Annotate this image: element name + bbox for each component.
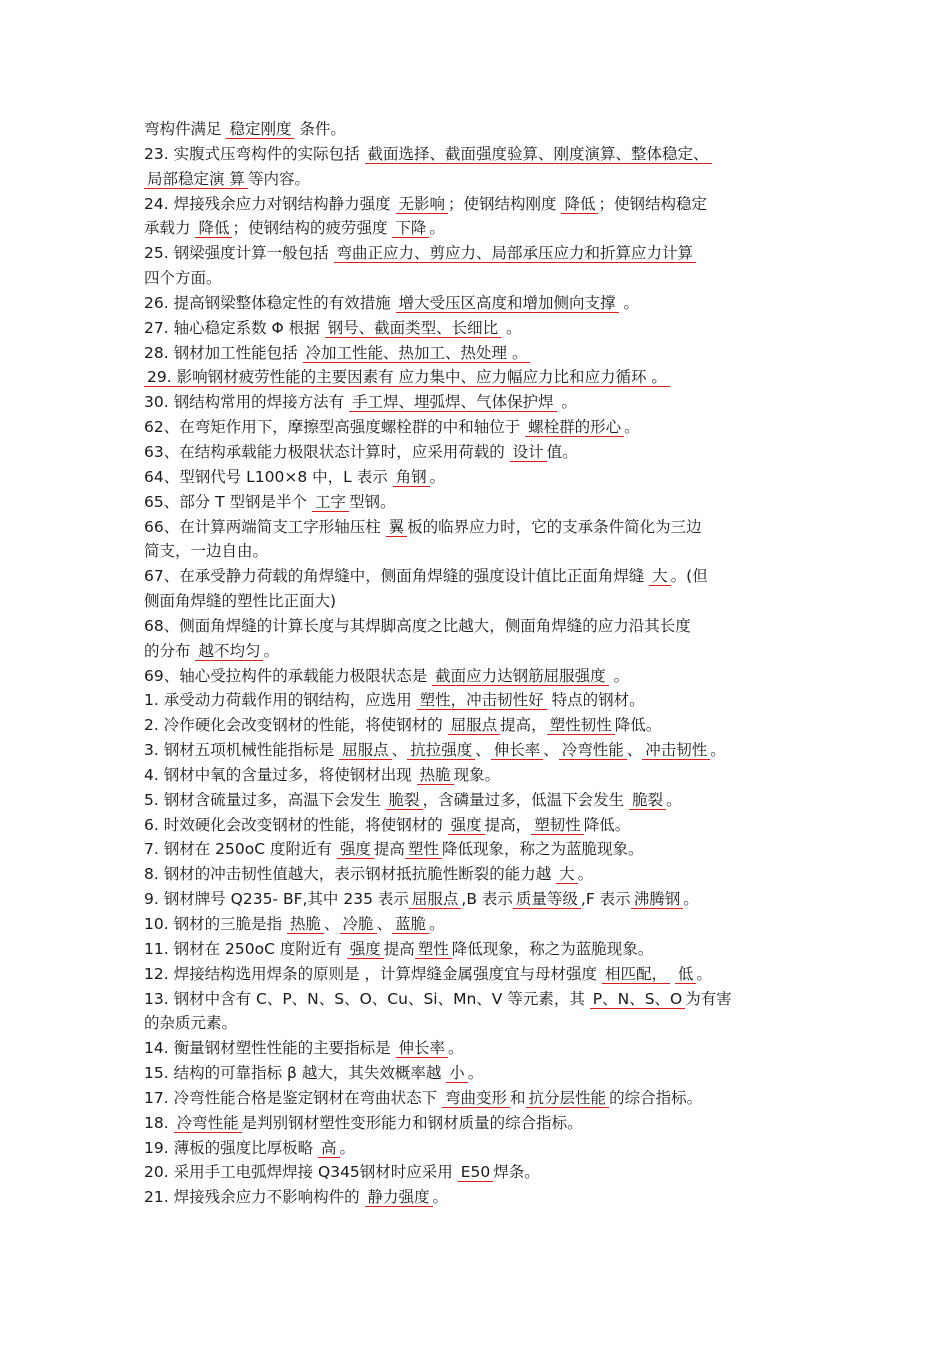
question-text: 。 xyxy=(448,1039,464,1058)
question-text: 降低。 xyxy=(583,815,631,834)
answer-text: 屈服点 xyxy=(409,890,462,909)
question-text: 提高 xyxy=(373,840,405,859)
question-text: 。 xyxy=(710,741,726,760)
question-text: 、 xyxy=(626,741,643,760)
question-line xyxy=(144,192,824,217)
question-text: 24. 焊接残余应力对钢结构静力强度 xyxy=(144,194,396,213)
question-line xyxy=(144,912,824,937)
question-text: 1. 承受动力荷载作用的钢结构，应选用 xyxy=(144,691,417,710)
answer-text: 抗分层性能 xyxy=(526,1089,610,1108)
question-text: 和 xyxy=(510,1088,526,1107)
question-text: 23. 实腹式压弯构件的实际包括 xyxy=(144,144,365,163)
question-line xyxy=(144,316,824,341)
question-text: 68、侧面角焊缝的计算长度与其焊脚高度之比越大，侧面角焊缝的应力沿其长度 xyxy=(144,616,691,635)
question-text: 64、型钢代号 L100×8 中，L 表示 xyxy=(144,467,393,486)
question-text: 的杂质元素。 xyxy=(144,1014,238,1033)
question-line xyxy=(144,1185,824,1210)
question-line xyxy=(144,987,824,1012)
question-text: 简支，一边自由。 xyxy=(144,542,269,561)
answer-text: 增大受压区高度和增加侧向支撑 xyxy=(396,294,619,313)
answer-text: 钢号、截面类型、长细比 xyxy=(325,319,502,338)
question-line xyxy=(144,862,824,887)
question-line xyxy=(144,738,824,763)
question-text: 。 xyxy=(696,964,712,983)
question-line xyxy=(144,117,824,142)
answer-text: 设计 xyxy=(510,443,547,462)
question-line xyxy=(144,1011,824,1036)
question-list xyxy=(144,117,824,1210)
question-line xyxy=(144,1061,824,1086)
answer-text: 降低 xyxy=(195,219,232,238)
question-line xyxy=(144,440,824,465)
question-text: 。 xyxy=(556,393,577,412)
question-line xyxy=(144,539,824,564)
answer-text: 冷弯性能 xyxy=(174,1114,242,1133)
question-text: 承载力 xyxy=(144,219,196,238)
question-line xyxy=(144,614,824,639)
question-line xyxy=(144,813,824,838)
question-line xyxy=(144,241,824,266)
answer-text: 截面选择、截面强度验算、刚度演算、整体稳定、 xyxy=(365,145,712,164)
question-text: 提高， xyxy=(484,815,532,834)
question-text: 14. 衡量钢材塑性性能的主要指标是 xyxy=(144,1039,396,1058)
question-line xyxy=(144,788,824,813)
question-text: 。 xyxy=(339,1138,356,1157)
question-text: 。 xyxy=(666,790,682,809)
question-text: 板的临界应力时，它的支承条件简化为三边 xyxy=(407,517,702,536)
question-line xyxy=(144,763,824,788)
question-text: 现象。 xyxy=(453,765,501,784)
question-text: 。 xyxy=(618,293,639,312)
question-text: 9. 钢材牌号 Q235- BF,其中 235 表示 xyxy=(144,890,409,909)
question-text: 型钢。 xyxy=(349,492,396,511)
answer-text: 冷加工性能、热加工、热处理 。 xyxy=(303,344,531,363)
question-text: 67、在承受静力荷载的角焊缝中，侧面角焊缝的强度设计值比正面角焊缝 xyxy=(144,567,650,586)
question-text: 降低。 xyxy=(614,716,662,735)
answer-text: P、N、S、O xyxy=(590,990,685,1009)
question-line xyxy=(144,962,824,987)
question-text: 。 xyxy=(467,1064,484,1083)
question-text: 值。 xyxy=(546,442,578,461)
question-text: 26. 提高钢梁整体稳定性的有效措施 xyxy=(144,293,396,312)
answer-text: 质量等级 xyxy=(513,890,581,909)
question-text: 。(但 xyxy=(670,567,708,586)
question-line xyxy=(144,937,824,962)
question-text: ,B 表示 xyxy=(461,890,513,909)
question-text: 等内容。 xyxy=(247,169,310,188)
answer-text: 稳定刚度 xyxy=(226,120,294,139)
answer-text: E50 xyxy=(458,1163,494,1182)
question-line xyxy=(144,167,824,192)
answer-text: 弯曲变形 xyxy=(442,1089,510,1108)
answer-text: 截面应力达钢筋屈服强度 xyxy=(432,667,609,686)
answer-text: 屈服点 xyxy=(339,741,392,760)
answer-text: 塑性 xyxy=(405,840,442,859)
answer-text: 强度 xyxy=(347,940,384,959)
answer-text: 无影响 xyxy=(396,195,449,214)
question-text: ；使钢结构的疲劳强度 xyxy=(232,219,393,238)
question-text: 。 xyxy=(432,1188,449,1207)
answer-text: 沸腾钢 xyxy=(631,890,684,909)
question-text: 提高， xyxy=(500,716,547,735)
question-text: 28. 钢材加工性能包括 xyxy=(144,343,303,362)
question-text: 11. 钢材在 250oC 度附近有 xyxy=(144,939,347,958)
answer-text: 下降 xyxy=(392,219,429,238)
question-text: 25. 钢梁强度计算一般包括 xyxy=(144,244,334,263)
question-line xyxy=(144,390,824,415)
answer-text: 伸长率 xyxy=(491,741,544,760)
answer-text: 冷脆 xyxy=(340,915,377,934)
question-text: 4. 钢材中氧的含量过多，将使钢材出现 xyxy=(144,765,417,784)
answer-text: 小 xyxy=(446,1064,468,1083)
question-text: 条件。 xyxy=(294,120,346,138)
answer-text: 越不均匀 xyxy=(195,642,263,661)
answer-text: 局部稳定演 算 xyxy=(144,170,248,189)
question-line xyxy=(144,589,824,614)
question-text: 6. 时效硬化会改变钢材的性能，将使钢材的 xyxy=(144,815,448,834)
question-text: 66、在计算两端简支工字形轴压柱 xyxy=(144,517,386,536)
question-text: 、 xyxy=(391,741,408,760)
question-text: 是判别钢材塑性变形能力和钢材质量的综合指标。 xyxy=(241,1113,583,1132)
question-text: 10. 钢材的三脆是指 xyxy=(144,915,288,933)
question-text: ，含磷量过多，低温下会发生 xyxy=(422,790,630,809)
question-text: 65、部分 T 型钢是半个 xyxy=(144,492,312,511)
question-text: 侧面角焊缝的塑性比正面大) xyxy=(144,592,337,611)
answer-text: 高 xyxy=(318,1139,340,1158)
question-line xyxy=(144,291,824,316)
question-text: ,F 表示 xyxy=(580,890,631,909)
answer-text: 蓝脆 xyxy=(392,915,429,934)
question-text: 21. 焊接残余应力不影响构件的 xyxy=(144,1188,365,1207)
question-line xyxy=(144,365,824,390)
question-line xyxy=(144,1160,824,1185)
question-text: 的综合指标。 xyxy=(609,1088,703,1107)
question-line xyxy=(144,639,824,664)
answer-text: 大 xyxy=(556,865,578,884)
question-line xyxy=(144,564,824,589)
question-text: 的分布 xyxy=(144,641,196,660)
question-text: 特点的钢材。 xyxy=(546,691,645,710)
answer-text: 热脆 xyxy=(417,766,454,785)
question-line xyxy=(144,688,824,713)
question-text: 为有害 xyxy=(685,989,732,1008)
question-text: 、 xyxy=(475,741,491,760)
answer-text: 冷弯性能 xyxy=(559,741,627,760)
answer-text: 脆裂 xyxy=(629,791,666,810)
question-text: 2. 冷作硬化会改变钢材的性能，将使钢材的 xyxy=(144,716,448,735)
answer-text: 塑性 xyxy=(415,940,452,959)
question-text: 17. 冷弯性能合格是鉴定钢材在弯曲状态下 xyxy=(144,1088,443,1107)
answer-text: 塑性韧性 xyxy=(547,716,615,735)
answer-text: 屈服点 xyxy=(448,716,501,735)
question-text: 27. 轴心稳定系数 Φ 根据 xyxy=(144,318,325,337)
question-text: 7. 钢材在 250oC 度附近有 xyxy=(144,840,337,859)
question-text: 13. 钢材中含有 C、P、N、S、O、Cu、Si、Mn、V 等元素，其 xyxy=(144,989,590,1008)
answer-text: 大 xyxy=(649,567,671,586)
question-text: 。 xyxy=(577,865,594,884)
answer-text: 冲击韧性 xyxy=(642,741,710,760)
question-line xyxy=(144,415,824,440)
question-line xyxy=(144,887,824,912)
question-text: 18. xyxy=(144,1113,174,1132)
answer-text: 静力强度 xyxy=(365,1188,433,1207)
question-text: 、 xyxy=(543,741,559,760)
answer-text: 伸长率 xyxy=(396,1039,449,1058)
question-text: 、 xyxy=(376,915,393,933)
question-text: 提高 xyxy=(383,939,415,958)
answer-text: 强度 xyxy=(448,816,485,835)
question-line xyxy=(144,216,824,241)
answer-text: 塑韧性 xyxy=(531,816,584,835)
question-text: 63、在结构承载能力极限状态计算时，应采用荷载的 xyxy=(144,442,510,461)
answer-text: 脆裂 xyxy=(386,791,423,810)
answer-text: 低 xyxy=(675,965,697,984)
question-line xyxy=(144,515,824,540)
question-text: 69、轴心受拉构件的承载能力极限状态是 xyxy=(144,666,433,685)
question-line xyxy=(144,1036,824,1061)
question-text: 5. 钢材含硫量过多，高温下会发生 xyxy=(144,790,386,809)
answer-text: 抗拉强度 xyxy=(407,741,475,760)
answer-text: 手工焊、埋弧焊、气体保护焊 xyxy=(349,393,557,412)
answer-text: 热脆 xyxy=(287,915,324,934)
question-line xyxy=(144,490,824,515)
question-text: 30. 钢结构常用的焊接方法有 xyxy=(144,393,350,412)
question-line xyxy=(144,465,824,490)
question-text: 8. 钢材的冲击韧性值越大，表示钢材抵抗脆性断裂的能力越 xyxy=(144,865,557,884)
question-text: 。 xyxy=(683,890,699,909)
question-text: 降低现象，称之为蓝脆现象。 xyxy=(451,939,654,958)
question-line xyxy=(144,1111,824,1136)
answer-text: 弯曲正应力、剪应力、局部承压应力和折算应力计算 xyxy=(334,244,697,263)
question-text: 焊条。 xyxy=(493,1163,540,1182)
question-line xyxy=(144,837,824,862)
question-text: 12. 焊接结构选用焊条的原则是 ，计算焊缝金属强度宜与母材强度 xyxy=(144,964,602,983)
answer-text: 翼 xyxy=(386,518,408,537)
question-text: 3. 钢材五项机械性能指标是 xyxy=(144,741,340,760)
question-text: 15. 结构的可靠指标 β 越大，其失效概率越 xyxy=(144,1064,447,1083)
question-line xyxy=(144,1136,824,1161)
answer-text: 螺栓群的形心 xyxy=(525,418,624,437)
question-text: 19. 薄板的强度比厚板略 xyxy=(144,1138,319,1157)
answer-text: 工字 xyxy=(312,493,349,512)
question-text: 。 xyxy=(429,467,446,486)
question-text: 四个方面。 xyxy=(144,269,222,288)
question-text: 20. 采用手工电弧焊焊接 Q345钢材时应采用 xyxy=(144,1163,458,1182)
question-text: 62、在弯矩作用下，摩擦型高强度螺栓群的中和轴位于 xyxy=(144,418,526,437)
question-text: 。 xyxy=(608,666,630,685)
answer-text: 角钢 xyxy=(393,468,430,487)
question-text: 降低现象，称之为蓝脆现象。 xyxy=(441,840,644,859)
answer-text: 塑性，冲击韧性好 xyxy=(417,691,547,710)
question-line xyxy=(144,664,824,689)
question-text: 。 xyxy=(263,641,279,660)
question-text: 。 xyxy=(624,418,640,437)
question-text: ；使钢结构刚度 xyxy=(448,194,562,213)
question-text: 。 xyxy=(501,318,522,337)
answer-text: 强度 xyxy=(337,840,374,859)
question-line xyxy=(144,266,824,291)
question-line xyxy=(144,341,824,366)
answer-text: 29. 影响钢材疲劳性能的主要因素有 应力集中、应力幅应力比和应力循环 。 xyxy=(144,368,670,387)
answer-text: 降低 xyxy=(561,195,598,214)
question-text: ；使钢结构稳定 xyxy=(598,194,707,213)
question-text: 、 xyxy=(324,915,340,933)
question-line xyxy=(144,713,824,738)
question-text: 。 xyxy=(429,219,445,238)
question-line xyxy=(144,142,824,167)
question-line xyxy=(144,1086,824,1111)
question-text: 。 xyxy=(429,915,445,933)
question-text: 弯构件满足 xyxy=(144,120,227,138)
answer-text: 相匹配， xyxy=(602,965,670,984)
